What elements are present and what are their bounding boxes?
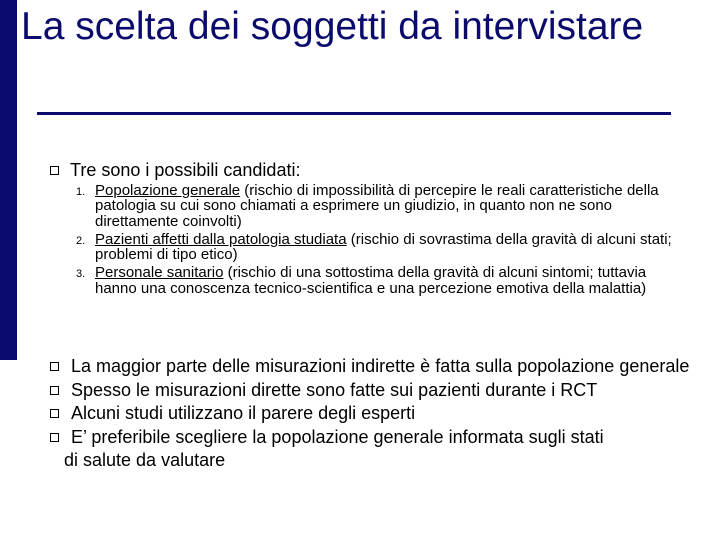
intro-bullet — [50, 159, 300, 181]
hollow-square-bullet-icon — [50, 386, 59, 395]
candidate-description: (rischio di una sottostima della gravità di alcuni sintomi; tuttavia hanno una conoscenza tecnico-scientifica e una percezione emotiva della malattia) — [95, 264, 647, 297]
bullet-text: La maggior parte delle misurazioni indirette è fatta sulla popolazione generale — [71, 356, 690, 376]
intro-bullet-text: Tre sono i possibili candidati: — [70, 160, 301, 180]
bullet-item — [50, 379, 690, 403]
hollow-square-bullet-icon — [50, 362, 59, 371]
bullet-item — [50, 355, 690, 379]
bullet-item — [50, 402, 690, 426]
slide-title: La scelta dei soggetti da intervistare — [21, 5, 644, 48]
hollow-square-bullet-icon — [50, 433, 59, 442]
candidate-item — [76, 183, 686, 229]
bullet-list — [50, 355, 690, 473]
candidate-description: (rischio di sovrastima della gravità di alcuni stati; problemi di tipo etico) — [95, 230, 672, 264]
candidate-number: 1. — [76, 186, 86, 198]
bullet-text: Alcuni studi utilizzano il parere degli esperti — [71, 403, 416, 423]
bullet-text-line2: di salute da valutare — [64, 450, 226, 470]
hollow-square-bullet-icon — [50, 166, 59, 175]
candidate-term: Pazienti affetti dalla patologia studiata — [95, 230, 347, 248]
left-accent-bar — [0, 0, 17, 360]
bullet-text: Spesso le misurazioni dirette sono fatte sui pazienti durante i RCT — [71, 379, 598, 400]
bullet-text-line1: E’ preferibile scegliere la popolazione generale informata sugli stati — [71, 426, 604, 447]
candidate-term: Popolazione generale — [95, 182, 241, 199]
candidate-number: 2. — [76, 234, 86, 247]
candidate-item — [76, 265, 686, 296]
candidate-number: 3. — [76, 268, 86, 281]
candidate-list — [76, 183, 686, 299]
bullet-item — [50, 426, 690, 473]
candidate-term: Personale sanitario — [95, 264, 224, 282]
title-underline-rule — [37, 112, 671, 115]
candidate-item — [76, 232, 686, 263]
hollow-square-bullet-icon — [50, 409, 59, 418]
candidate-description: (rischio di impossibilità di percepire le reali caratteristiche della patologia su cui sono chiamati a esprimere un giudizio, in quanto non ne sono direttamente coinvolti) — [95, 182, 659, 230]
